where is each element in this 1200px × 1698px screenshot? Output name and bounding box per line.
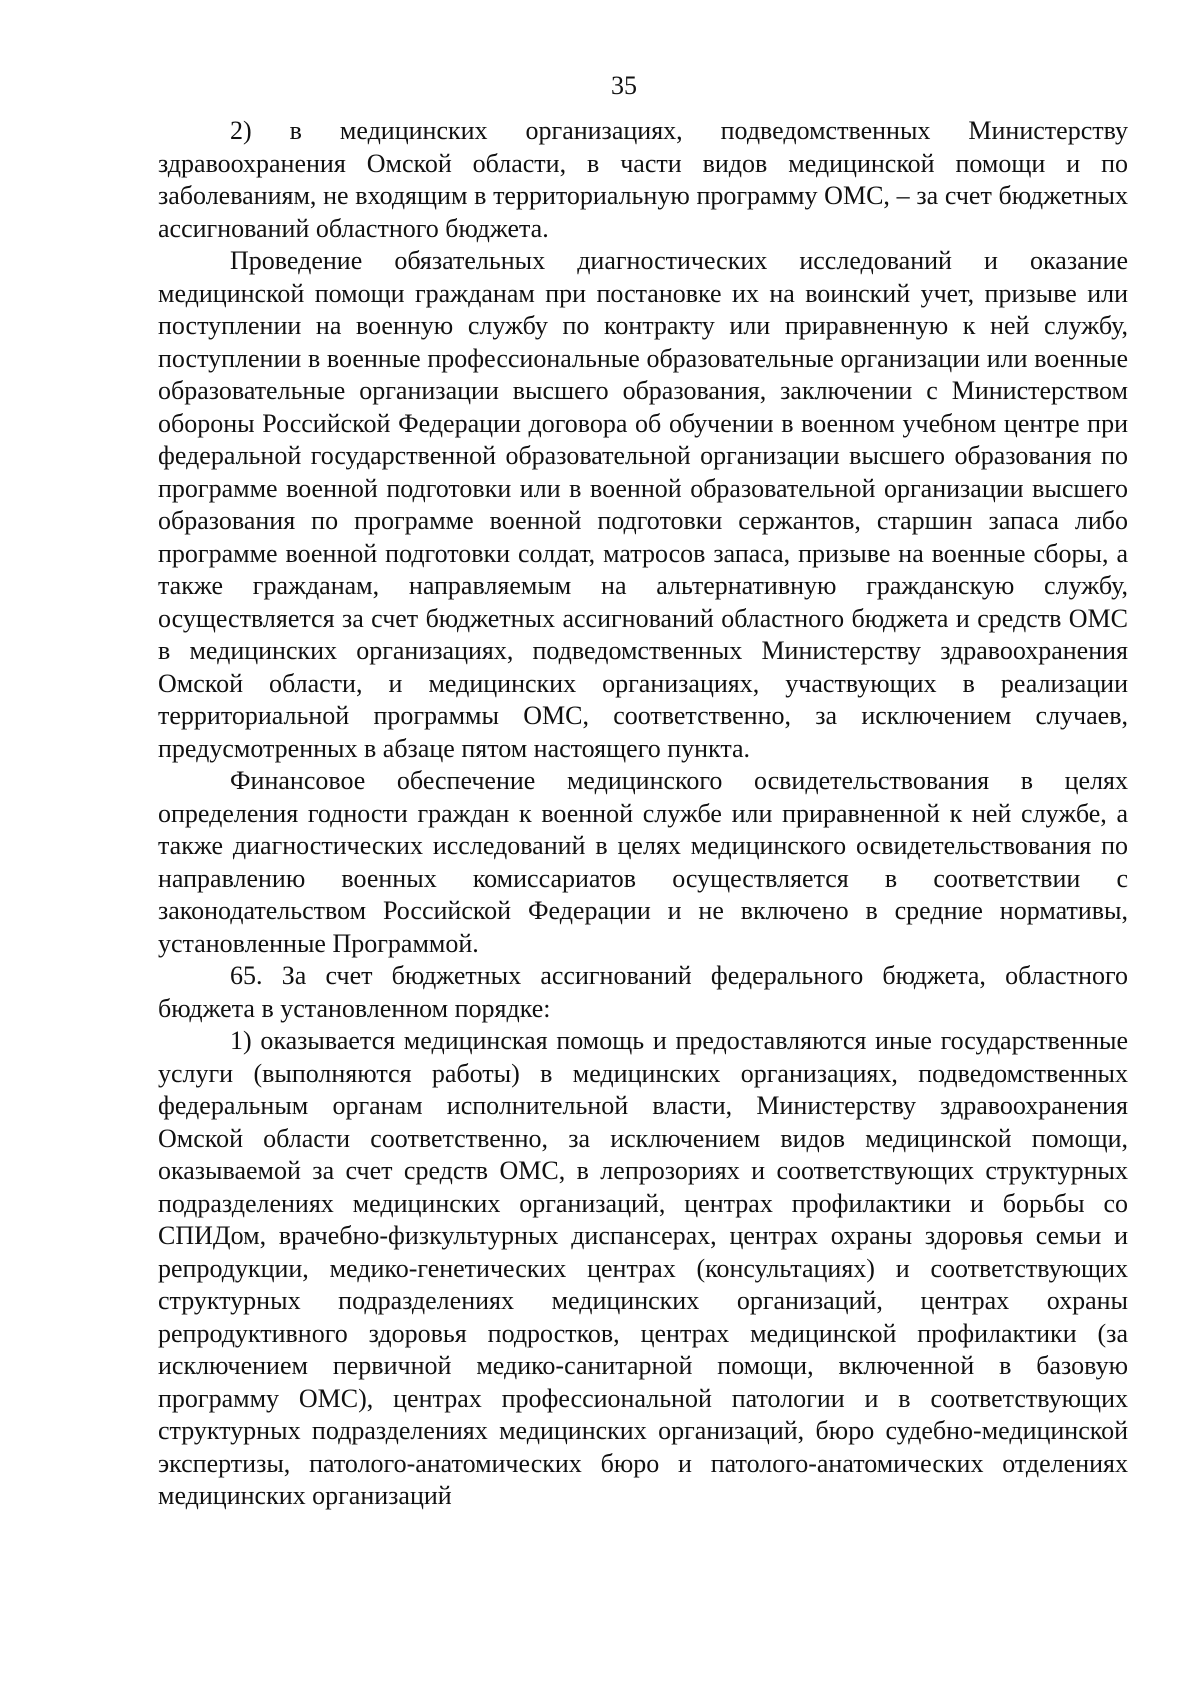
paragraph-item-2: 2) в медицинских организациях, подведомственных Министерству здравоохранения Омской области, в части видов медицинской помощи и по заболеваниям, не входящим в территориальную программу ОМС, – за счет бюджетных ассигнований областного бюджета. xyxy=(158,116,1128,243)
paragraph-financial-support: Финансовое обеспечение медицинского освидетельствования в целях определения годности граждан к военной службе или приравненной к ней службе, а также диагностических исследований в целях медицинского освидетельствования по направлению военных комиссариатов осуществляется в соответствии с законодательством Российской Федерации и не включено в средние нормативы, установленные Программой. xyxy=(158,766,1128,958)
paragraph-clause-65: 65. За счет бюджетных ассигнований федерального бюджета, областного бюджета в установленном порядке: xyxy=(158,961,1128,1023)
paragraph-item-1: 1) оказывается медицинская помощь и предоставляются иные государственные услуги (выполняются работы) в медицинских организациях, подведомственных федеральным органам исполнительной власти, Министерству здравоохранения Омской области соответственно, за исключением видов медицинской помощи, оказываемой за счет средств ОМС, в лепрозориях и соответствующих структурных подразделениях медицинских организаций, центрах профилактики и борьбы со СПИДом, врачебно-физкультурных диспансерах, центрах охраны здоровья семьи и репродукции, медико-генетических центрах (консультациях) и соответствующих структурных подразделениях медицинских организаций, центрах охраны репродуктивного здоровья подростков, центрах медицинской профилактики (за исключением первичной медико-санитарной помощи, включенной в базовую программу ОМС), центрах профессиональной патологии и в соответствующих структурных подразделениях медицинских организаций, бюро судебно-медицинской экспертизы, патолого-анатомических бюро и патолого-анатомических отделениях медицинских организаций xyxy=(158,1026,1128,1510)
document-body xyxy=(158,115,1128,1513)
page-number: 35 xyxy=(611,71,637,100)
paragraph-military-registration: Проведение обязательных диагностических исследований и оказание медицинской помощи гражданам при постановке их на воинский учет, призыве или поступлении на военную службу по контракту или приравненную к ней службу, поступлении в военные профессиональные образовательные организации или военные образовательные организации высшего образования, заключении с Министерством обороны Российской Федерации договора об обучении в военном учебном центре при федеральной государственной образовательной организации высшего образования по программе военной подготовки или в военной образовательной организации высшего образования по программе военной подготовки сержантов, старшин запаса либо программе военной подготовки солдат, матросов запаса, призыве на военные сборы, а также гражданам, направляемым на альтернативную гражданскую службу, осуществляется за счет бюджетных ассигнований областного бюджета и средств ОМС в медицинских организациях, подведомственных Министерству здравоохранения Омской области, и медицинских организациях, участвующих в реализации территориальной программы ОМС, соответственно, за исключением случаев, предусмотренных в абзаце пятом настоящего пункта. xyxy=(158,246,1128,763)
